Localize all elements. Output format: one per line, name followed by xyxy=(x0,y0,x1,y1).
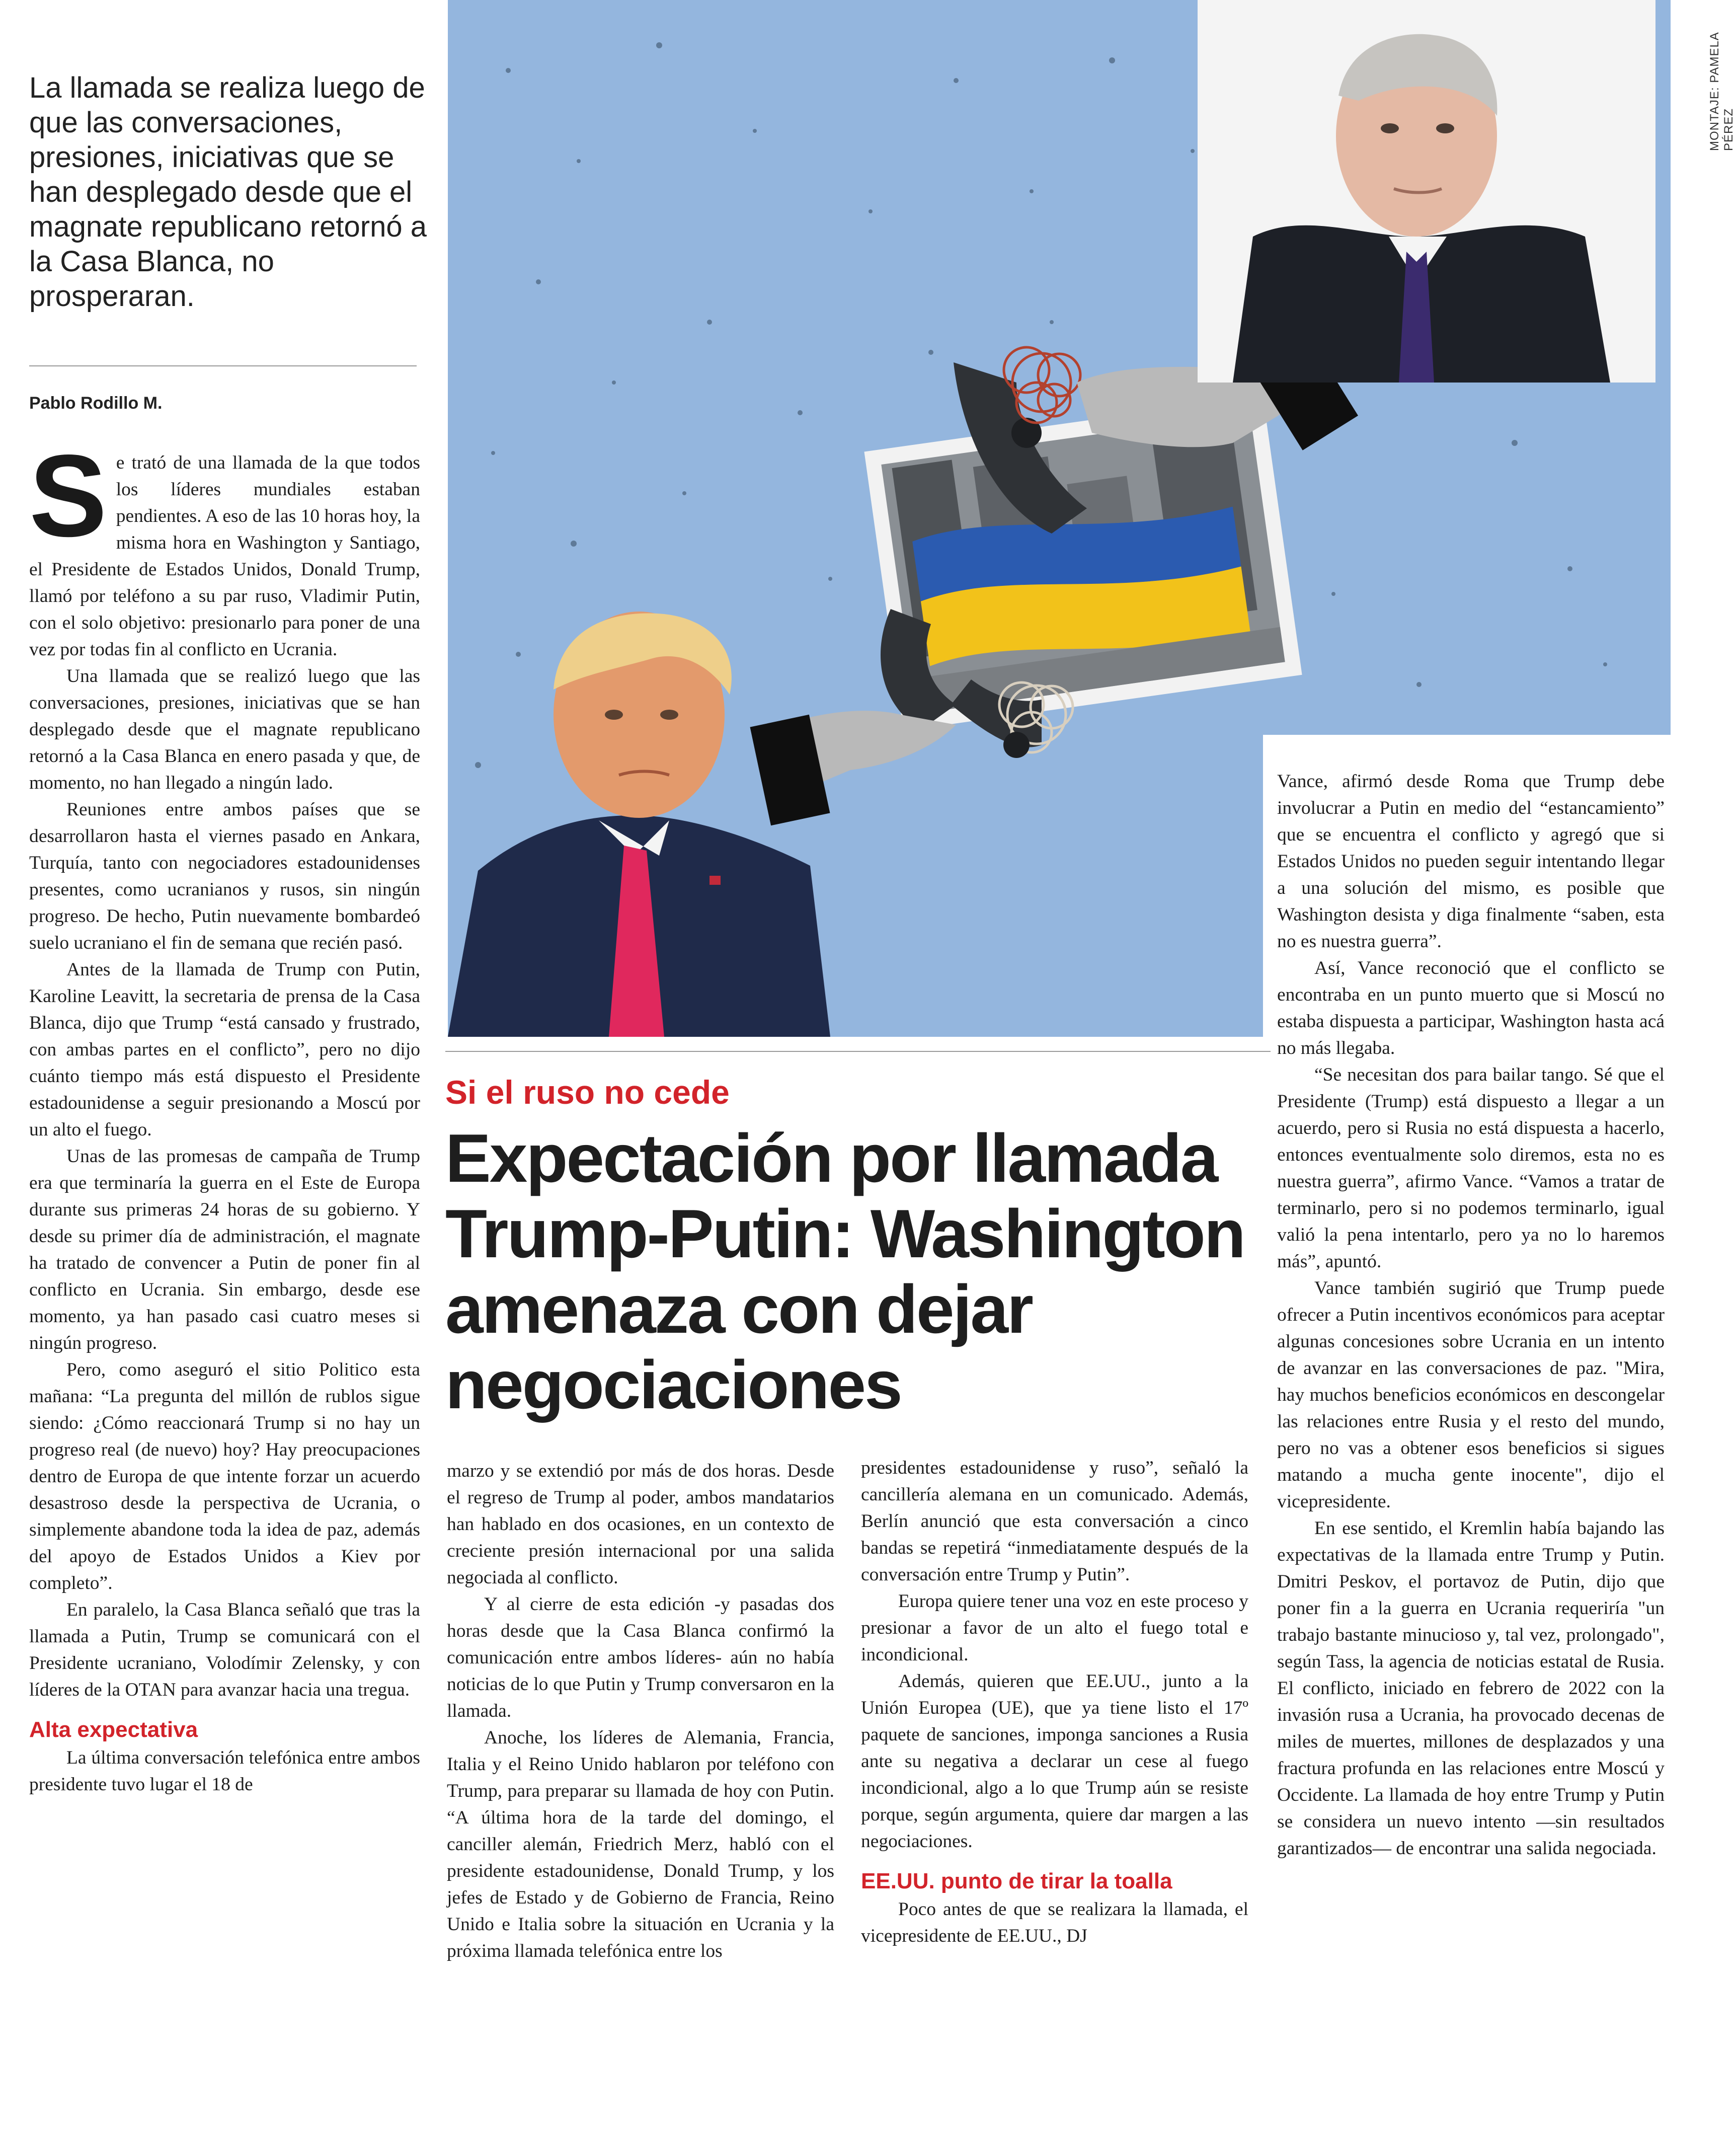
headline-top-divider xyxy=(445,1051,1271,1052)
putin-portrait xyxy=(1198,0,1655,383)
article-paragraph: Así, Vance reconoció que el conflicto se encontraba en un punto muerto que si Moscú no estaba dispuesta a participar, Washington hasta acá no más llegaba. xyxy=(1277,958,1665,1058)
article-paragraph: En ese sentido, el Kremlin había bajando las expectativas de la llamada entre Trump y Putin. Dmitri Peskov, el portavoz de Putin, dijo que poner fin a la guerra en Ucrania requeriría "un trabajo bastante minucioso y, tal vez, prolongado", según Tass, la agencia de noticias estatal de Rusia. El conflicto, iniciado en febrero de 2022 con la invasión rusa a Ucrania, ha provocado decenas de miles de muertes, millones de desplazados y una fractura profunda en las relaciones entre Moscú y Occidente. La llamada de hoy entre Trump y Putin se considera un nuevo intento —sin resultados garantizados— de encontrar una salida negociada. xyxy=(1277,1518,1665,1859)
article-paragraph: Unas de las promesas de campaña de Trump era que terminaría la guerra en el Este de Europa durante sus primeras 24 horas de su gobierno. Y desde su primer día de administración, el magnate ha tratado de convencer a Putin de poner fin al conflicto en Ucrania. Sin embargo, desde ese momento, ya han pasado casi cuatro meses si ningún progreso. xyxy=(29,1146,420,1353)
article-paragraph: Vance también sugirió que Trump puede ofrecer a Putin incentivos económicos para aceptar algunas concesiones sobre Ucrania en un intento de avanzar en las conversaciones de paz. "Mira, hay muchos beneficios económicos en descongelar las relaciones entre Rusia y el resto del mundo, pero no vas a obtener esos beneficios si sigues matando a mucha gente inocente", dijo el vicepresidente. xyxy=(1277,1278,1665,1512)
article-paragraph xyxy=(29,431,420,663)
article-paragraph: Europa quiere tener una voz en este proceso y presionar a favor de un alto el fuego total e incondicional. xyxy=(861,1591,1248,1665)
article-paragraph: presidentes estadounidense y ruso”, señaló la cancillería alemana en un comunicado. Además, Berlín anunció que esta conversación a cinco bandas se repetirá “inmediatamente después de la conversación entre Trump y Putin”. xyxy=(861,1458,1248,1585)
article-paragraph: marzo y se extendió por más de dos horas. Desde el regreso de Trump al poder, ambos mandatarios han hablado en dos ocasiones, en un contexto de creciente presión internacional por una salida negociada al conflicto. xyxy=(447,1461,834,1588)
flag-pin-icon xyxy=(709,876,721,885)
photo-credit: MONTAJE: PAMELA PÉREZ xyxy=(1708,32,1735,151)
lede-divider xyxy=(29,365,417,366)
lede-summary: La llamada se realiza luego de que las conversaciones, presiones, iniciativas que se han desplegado desde que el magnate republicano retornó a la Casa Blanca, no prosperaran. xyxy=(29,71,427,313)
article-column-3 xyxy=(861,1455,1248,1949)
subheading-alta-expectativa: Alta expectativa xyxy=(29,1717,198,1742)
article-column-1 xyxy=(29,431,420,1798)
kicker: Si el ruso no cede xyxy=(445,1074,730,1111)
article-paragraph: Vance, afirmó desde Roma que Trump debe involucrar a Putin en medio del “estancamiento” que se encuentra el conflicto y agregó que si Estados Unidos no pueden seguir intentando llegar a una solución del mismo, es posible que Washington desista y diga finalmente “saben, esta no es nuestra guerra”. xyxy=(1277,771,1665,952)
article-paragraph: Anoche, los líderes de Alemania, Francia, Italia y el Reino Unido hablaron por teléfono con Trump, para preparar su llamada de hoy con Putin. “A última hora de la tarde del domingo, el canciller alemán, Friedrich Merz, habló con el presidente estadounidense, Donald Trump, y los jefes de Estado y de Gobierno de Francia, Reino Unido e Italia sobre la situación en Ucrania y la próxima llamada telefónica entre los xyxy=(447,1727,834,1961)
headline: Expectación por llamada Trump-Putin: Washington amenaza con dejar negociaciones xyxy=(445,1120,1244,1423)
article-paragraph: En paralelo, la Casa Blanca señaló que tras la llamada a Putin, Trump se comunicará con el Presidente ucraniano, Volodímir Zelensky, y con líderes de la OTAN para avanzar hacia una tregua. xyxy=(29,1600,420,1700)
article-paragraph: Además, quieren que EE.UU., junto a la Unión Europea (UE), que ya tiene listo el 17º paquete de sanciones, imponga sanciones a Rusia ante su negativa a declarar un cese al fuego incondicional, algo a lo que Trump aún se resiste porque, según argumenta, quiere dar margen a las negociaciones. xyxy=(861,1671,1248,1852)
article-column-2 xyxy=(447,1458,834,1964)
article-paragraph: “Se necesitan dos para bailar tango. Sé que el Presidente (Trump) está dispuesto a llegar a un acuerdo, pero si Rusia no está dispuesta a hacerlo, entonces eventualmente solo diremos, esta no es nuestra guerra”, afirmo Vance. “Vamos a tratar de terminarlo, pero si no podemos terminarlo, igual valió la pena intentarlo, pero ya no lo haremos más”, apuntó. xyxy=(1277,1064,1665,1272)
article-paragraph: Y al cierre de esta edición -y pasadas dos horas desde que la Casa Blanca confirmó la comunicación entre ambos líderes- aún no había noticias de lo que Putin y Trump conversaron en la llamada. xyxy=(447,1594,834,1721)
article-paragraph: Poco antes de que se realizara la llamada, el vicepresidente de EE.UU., DJ xyxy=(861,1899,1248,1946)
article-paragraph: Una llamada que se realizó luego que las conversaciones, presiones, iniciativas que se han desplegado desde que el magnate republicano retornó a la Casa Blanca en enero pasada y que, de momento, no han llegado a ningún lado. xyxy=(29,666,420,793)
byline: Pablo Rodillo M. xyxy=(29,394,163,413)
article-column-4 xyxy=(1277,768,1665,1862)
article-paragraph: Antes de la llamada de Trump con Putin, Karoline Leavitt, la secretaria de prensa de la Casa Blanca, dijo que Trump “está cansado y frustrado, con ambas partes en el conflicto”, pero no dijo cuánto tiempo más está dispuesto el Presidente estadounidense a seguir presionando a Moscú por un alto el fuego. xyxy=(29,959,420,1140)
article-paragraph: Reuniones entre ambos países que se desarrollaron hasta el viernes pasado en Ankara, Turquía, tanto con negociadores estadounidenses presentes, como ucranianos y rusos, sin ningún progreso. De hecho, Putin nuevamente bombardeó suelo ucraniano el fin de semana que recién pasó. xyxy=(29,799,420,953)
article-paragraph: La última conversación telefónica entre ambos presidente tuvo lugar el 18 de xyxy=(29,1747,420,1795)
drop-cap: S xyxy=(29,431,107,561)
paragraph-text: e trató de una llamada de la que todos los líderes mundiales estaban pendientes. A eso de las 10 horas hoy, la misma hora en Washington y Santiago, el Presidente de Estados Unidos, Donald Trump, llamó por teléfono a su par ruso, Vladimir Putin, con el solo objetivo: presionarlo para poner de una vez por todas fin al conflicto en Ucrania. xyxy=(29,452,420,660)
subheading-eeuu: EE.UU. punto de tirar la toalla xyxy=(861,1869,1172,1893)
hand-lower xyxy=(750,711,956,825)
article-paragraph: Pero, como aseguró el sitio Politico esta mañana: “La pregunta del millón de rublos sigue siendo: ¿Cómo reaccionará Trump si no hay un progreso real (de nuevo) hoy? Hay preocupaciones dentro de Europa de que intente forzar un acuerdo desastroso desde la perspectiva de Ucrania, o simplemente abandone toda la idea de paz, además del apoyo de Estados Unidos a Kiev por completo”. xyxy=(29,1359,420,1593)
